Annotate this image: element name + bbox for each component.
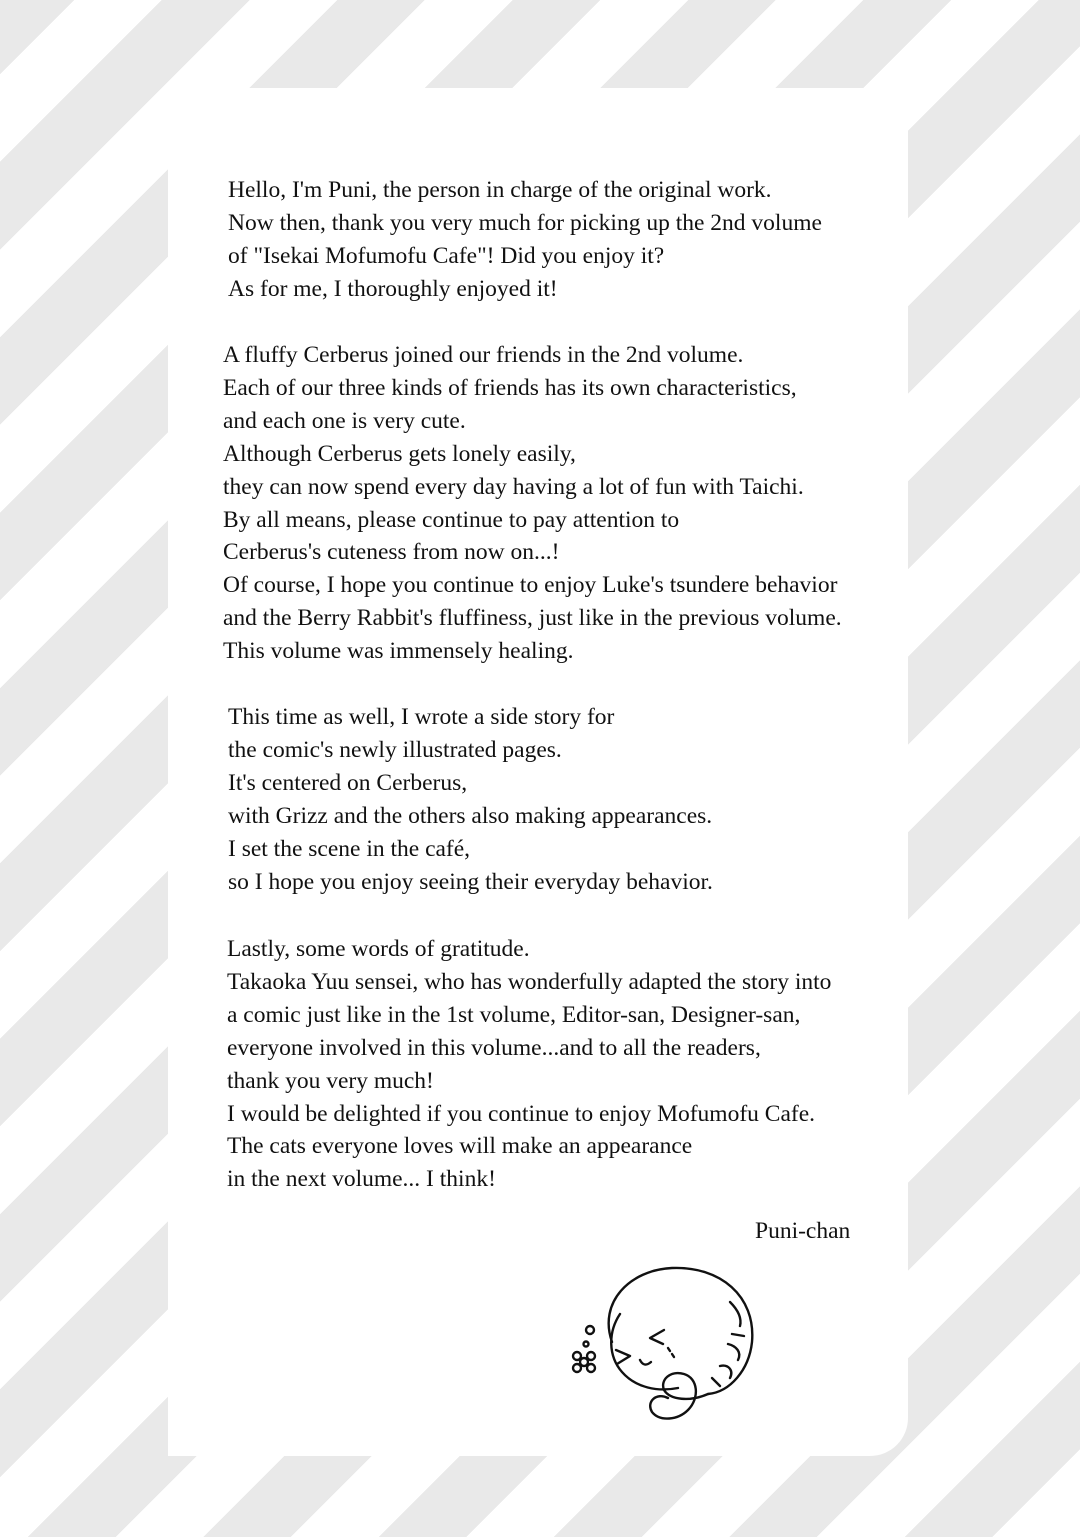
text-line: thank you very much! [227,1067,434,1094]
text-line: the comic's newly illustrated pages. [228,736,562,763]
puni-mascot-icon [560,1252,770,1428]
text-line: a comic just like in the 1st volume, Editor-san, Designer-san, [227,1001,801,1028]
text-line: they can now spend every day having a lot of fun with Taichi. [223,473,804,500]
text-line: It's centered on Cerberus, [228,769,468,796]
text-line: with Grizz and the others also making appearances. [228,802,713,829]
text-line: Of course, I hope you continue to enjoy Luke's tsundere behavior [223,572,838,599]
text-line: Lastly, some words of gratitude. [227,936,530,962]
text-line: so I hope you enjoy seeing their everyday behavior. [228,868,713,895]
text-line: Takaoka Yuu sensei, who has wonderfully adapted the story into [227,968,832,995]
text-line: Now then, thank you very much for picking up the 2nd volume [228,209,822,236]
text-line: Each of our three kinds of friends has its own characteristics, [223,374,797,401]
text-line: Although Cerberus gets lonely easily, [223,440,576,467]
text-line: in the next volume... I think! [227,1166,496,1193]
text-line: Cerberus's cuteness from now on...! [223,539,560,566]
text-line: As for me, I thoroughly enjoyed it! [228,275,558,302]
text-line: Hello, I'm Puni, the person in charge of the original work. [228,177,772,203]
text-line: This volume was immensely healing. [223,638,574,665]
paragraph-cerberus [223,339,842,668]
text-line: I would be delighted if you continue to enjoy Mofumofu Cafe. [227,1100,816,1127]
paragraph-greeting [228,174,822,306]
paragraph-side-story [228,701,713,898]
text-line: of "Isekai Mofumofu Cafe"! Did you enjoy it? [228,242,665,269]
text-line: By all means, please continue to pay attention to [223,506,680,533]
text-line: The cats everyone loves will make an appearance [227,1133,693,1160]
text-line: everyone involved in this volume...and to all the readers, [227,1034,761,1061]
signature: Puni-chan [755,1218,851,1244]
text-line: I set the scene in the café, [228,835,471,862]
text-line: and the Berry Rabbit's fluffiness, just like in the previous volume. [223,605,842,632]
text-line: and each one is very cute. [223,407,466,434]
paragraph-gratitude [227,933,831,1196]
text-line: This time as well, I wrote a side story for [228,704,615,730]
text-line: A fluffy Cerberus joined our friends in the 2nd volume. [223,342,744,368]
